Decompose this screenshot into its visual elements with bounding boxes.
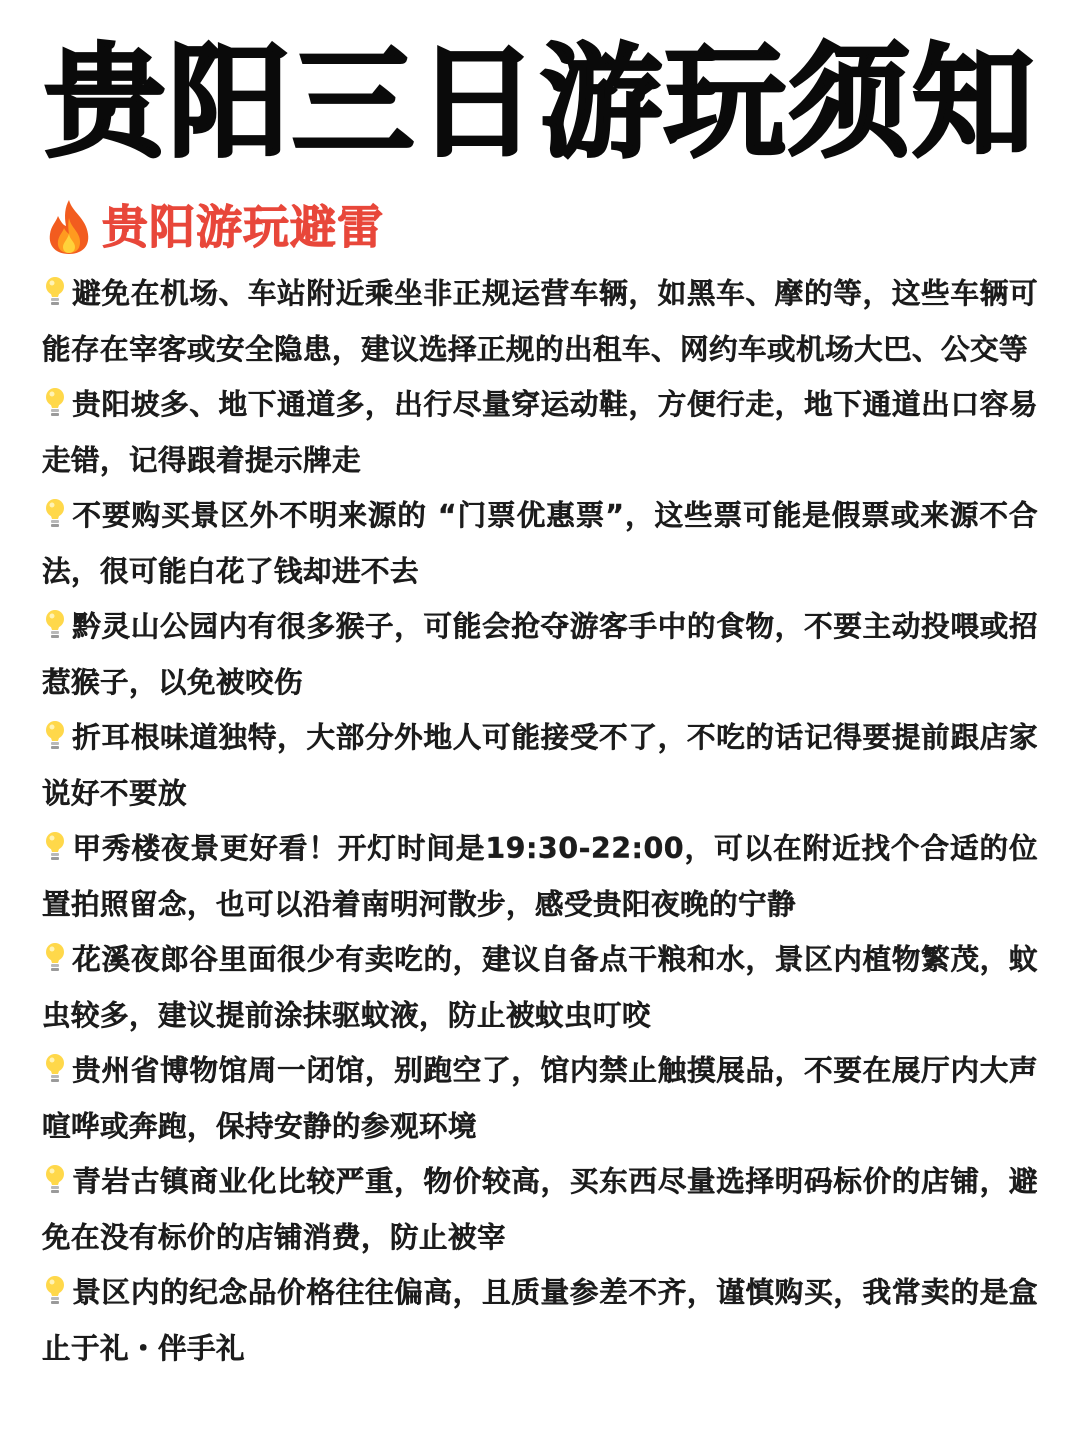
tip-item <box>42 377 1038 488</box>
tips-list <box>42 266 1038 1376</box>
lightbulb-icon <box>42 1274 68 1308</box>
lightbulb-icon <box>42 1052 68 1086</box>
fire-icon <box>42 198 96 256</box>
tip-text: 黔灵山公园内有很多猴子，可能会抢夺游客手中的食物，不要主动投喂或招惹猴子，以免被咬伤 <box>42 610 1038 699</box>
tip-text: 景区内的纪念品价格往往偏高，且质量参差不齐，谨慎购买，我常卖的是盒止于礼・伴手礼 <box>42 1276 1038 1365</box>
lightbulb-icon <box>42 386 68 420</box>
tip-item <box>42 599 1038 710</box>
tip-item <box>42 488 1038 599</box>
lightbulb-icon <box>42 608 68 642</box>
tip-text: 避免在机场、车站附近乘坐非正规运营车辆，如黑车、摩的等，这些车辆可能存在宰客或安全隐患，建议选择正规的出租车、网约车或机场大巴、公交等 <box>42 277 1038 366</box>
tip-text: 甲秀楼夜景更好看！开灯时间是19:30-22:00，可以在附近找个合适的位置拍照留念，也可以沿着南明河散步，感受贵阳夜晚的宁静 <box>42 832 1038 921</box>
tip-item <box>42 1265 1038 1376</box>
tip-text: 贵州省博物馆周一闭馆，别跑空了，馆内禁止触摸展品，不要在展厅内大声喧哗或奔跑，保持安静的参观环境 <box>42 1054 1038 1143</box>
tip-text: 不要购买景区外不明来源的 “门票优惠票”，这些票可能是假票或来源不合法，很可能白花了钱却进不去 <box>42 499 1038 588</box>
tip-item <box>42 821 1038 932</box>
tip-text: 青岩古镇商业化比较严重，物价较高，买东西尽量选择明码标价的店铺，避免在没有标价的店铺消费，防止被宰 <box>42 1165 1038 1254</box>
lightbulb-icon <box>42 497 68 531</box>
tip-item <box>42 710 1038 821</box>
page-title: 贵阳三日游玩须知 <box>44 32 1036 174</box>
tip-item <box>42 1043 1038 1154</box>
lightbulb-icon <box>42 830 68 864</box>
lightbulb-icon <box>42 1163 68 1197</box>
tip-item <box>42 266 1038 377</box>
lightbulb-icon <box>42 941 68 975</box>
section-title: 贵阳游玩避雷 <box>102 200 384 254</box>
tip-item <box>42 1154 1038 1265</box>
section-header <box>42 196 1038 258</box>
tip-text: 贵阳坡多、地下通道多，出行尽量穿运动鞋，方便行走，地下通道出口容易走错，记得跟着提示牌走 <box>42 388 1038 477</box>
tip-text: 花溪夜郎谷里面很少有卖吃的，建议自备点干粮和水，景区内植物繁茂，蚊虫较多，建议提前涂抹驱蚊液，防止被蚊虫叮咬 <box>42 943 1038 1032</box>
lightbulb-icon <box>42 275 68 309</box>
lightbulb-icon <box>42 719 68 753</box>
tip-text: 折耳根味道独特，大部分外地人可能接受不了，不吃的话记得要提前跟店家说好不要放 <box>42 721 1038 810</box>
tip-item <box>42 932 1038 1043</box>
